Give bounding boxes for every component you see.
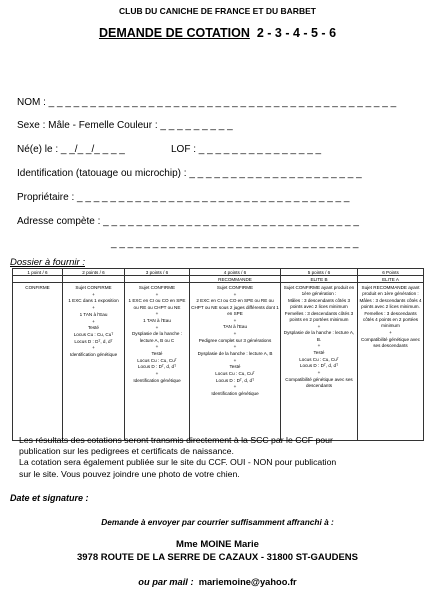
requirement-line: Locus Cu : Cu, Cuᵀ — [299, 356, 339, 362]
requirements-cell — [13, 283, 63, 441]
contact-name: Mme MOINE Marie — [176, 539, 259, 550]
dossier-heading: Dossier à fournir : — [10, 257, 85, 268]
requirement-line: + — [92, 345, 95, 351]
email-link[interactable]: mariemoine@yahoo.fr — [198, 577, 297, 587]
requirement-line: Compatibilité génétique avec ses descendants — [361, 336, 420, 348]
requirement-line: Testé — [88, 325, 99, 331]
requirement-line: 1 EXC dans 1 exposition — [68, 298, 119, 304]
requirement-line: Locus Cu : Cu, Cuᵀ — [137, 357, 177, 363]
requirement-line: + — [92, 318, 95, 324]
points-cell: 2 points / 6 — [63, 269, 125, 276]
page-title — [0, 26, 435, 40]
mail-label: ou par mail : — [138, 577, 194, 587]
points-cell: 3 points / 6 — [125, 269, 190, 276]
requirement-line: Identification génétique — [211, 391, 259, 397]
requirement-line: + — [155, 371, 159, 377]
requirement-line: Locus D : Dᵀ, d, dᵀ — [74, 338, 113, 344]
category-cell: ELITE B — [281, 276, 358, 283]
requirements-row — [13, 283, 424, 441]
requirement-line: Sujet RECOMMANDE ayant produit en 1ère génération : — [361, 285, 420, 297]
requirement-line: Sujet CONFIRME ayant produit en 1ère génération : — [283, 285, 355, 297]
title-numbers: 2 - 3 - 4 - 5 - 6 — [256, 26, 337, 40]
requirement-line: + — [155, 324, 159, 330]
requirement-line: Mâles : 3 descendants côtés 3 points avec 2 lices minimum — [287, 297, 351, 310]
requirement-line: 2 EXC en CI ou CO en SPE ou RE ou CHPT ou NE sous 2 juges différents dont 1 en SPE — [191, 298, 279, 316]
requirement-line: Locus D : Dᵀ, d, dᵀ — [215, 377, 255, 383]
requirement-line: Dysplasie de la hanche : lecture A, B — [197, 350, 273, 356]
requirement-line: + — [317, 370, 321, 376]
category-cell: ELITE A — [358, 276, 424, 283]
requirement-line: 1 TAN à l'Eau — [79, 311, 108, 317]
points-cell: 1 point / 6 — [13, 269, 63, 276]
requirement-line: Sujet CONFIRME — [75, 285, 112, 291]
contact-mail — [0, 577, 435, 587]
adresse-line-2[interactable]: _ _ _ _ _ _ _ _ _ _ _ _ _ _ _ _ _ _ _ _ _ _ _ _ _ _ _ _ _ _ — [111, 238, 359, 249]
requirements-cell — [63, 283, 125, 441]
requirement-line: + — [92, 305, 95, 311]
requirement-line: TAN à l'Eau — [222, 324, 248, 330]
requirement-line: + — [233, 291, 237, 297]
requirement-line: Compatibilité génétique avec ses descendants — [285, 376, 353, 388]
requirements-cell — [358, 283, 424, 441]
requirement-line: Locus Cu : Cu, Cuᵀ — [73, 331, 114, 337]
proprietaire-field[interactable]: Propriétaire : _ _ _ _ _ _ _ _ _ _ _ _ _ _ _ _ _ _ _ _ _ _ _ _ _ _ _ _ _ _ _ _ _ — [17, 192, 350, 203]
requirement-line: Mâles : 3 descendants côtés 4 points avec 2 lices minimum. — [359, 297, 422, 310]
requirement-line: Identification génétique — [69, 351, 118, 357]
lof-field[interactable]: LOF : _ _ _ _ _ _ _ _ _ _ _ _ _ _ _ — [171, 144, 322, 155]
requirements-cell — [125, 283, 190, 441]
info-line: La cotation sera également publiée sur le site du CCF. OUI - NON pour publication — [19, 457, 337, 468]
requirement-line: 1 EXC en CI ou CO en SPE ou RE ou CHPT ou NE — [128, 298, 186, 310]
requirement-line: Identification génétique — [133, 377, 181, 383]
requirement-line: Testé — [313, 349, 325, 355]
cotation-table — [12, 268, 424, 441]
info-line: publication sur les pedigrees et certificats de naissance. — [19, 446, 234, 457]
requirement-line: Testé — [229, 364, 241, 370]
requirements-cell — [190, 283, 281, 441]
identification-field[interactable]: Identification (tatouage ou microchip) : _ _ _ _ _ _ _ _ _ _ _ _ _ _ _ _ _ _ _ _ _ — [17, 168, 362, 179]
info-line: sur le site. Vous pouvez joindre une photo de votre chien. — [19, 468, 240, 479]
category-cell — [125, 276, 190, 283]
ne-le-field[interactable]: Né(e) le : _ _/_ _/_ _ _ _ — [17, 144, 125, 155]
requirement-line: Dysplasie de la hanche : lecture A, B. — [283, 330, 355, 342]
requirement-line: CONFIRME — [25, 285, 50, 291]
points-cell: 6 Points — [358, 269, 424, 276]
requirement-line: + — [155, 311, 159, 317]
requirement-line: + — [317, 323, 321, 329]
requirement-line: Sujet CONFIRME — [216, 285, 254, 291]
nom-field[interactable]: NOM : _ _ _ _ _ _ _ _ _ _ _ _ _ _ _ _ _ _ _ _ _ _ _ _ _ _ _ _ _ _ _ _ _ _ _ _ _ _ _ _ _ _ — [17, 97, 397, 108]
requirement-line: + — [155, 291, 159, 297]
requirement-line: Locus Cu : Cu, Cuᵀ — [215, 371, 255, 377]
requirements-cell — [281, 283, 358, 441]
requirement-line: + — [317, 343, 321, 349]
requirement-line: + — [233, 317, 237, 323]
points-cell: 5 points / 6 — [281, 269, 358, 276]
sexe-couleur-field[interactable]: Sexe : Mâle - Femelle Couleur : _ _ _ _ _ _ _ _ _ — [17, 120, 233, 131]
info-paragraph — [19, 435, 424, 480]
requirement-line: Femelles : 3 descendants côtés 3 points en 2 portées minimum — [284, 310, 354, 323]
contact-address: 3978 ROUTE DE LA SERRE DE CAZAUX - 31800 ST-GAUDENS — [76, 552, 359, 563]
requirement-line: Sujet CONFIRME — [138, 285, 176, 291]
requirement-line: Locus D : Dᵀ, d, dᵀ — [137, 364, 177, 370]
points-row — [13, 269, 424, 276]
requirement-line: + — [233, 344, 237, 350]
category-cell — [63, 276, 125, 283]
send-instructions: Demande à envoyer par courrier suffisamment affranchi à : — [101, 517, 334, 527]
club-name: CLUB DU CANICHE DE FRANCE ET DU BARBET — [119, 6, 316, 16]
requirement-line: + — [233, 384, 237, 390]
requirement-line: Dysplasie de la hanche : lecture A, B ou C — [131, 331, 183, 343]
requirement-line: + — [92, 291, 95, 297]
requirement-line: 1 TAN à l'Eau — [143, 318, 171, 324]
category-cell: RECOMMANDE — [190, 276, 281, 283]
title-text: DEMANDE DE COTATION — [98, 26, 250, 40]
date-signature: Date et signature : — [10, 493, 89, 503]
requirement-line: Pedigree complet sur 3 générations — [198, 337, 272, 343]
requirement-line: + — [233, 357, 237, 363]
adresse-field[interactable]: Adresse compète : _ _ _ _ _ _ _ _ _ _ _ _ _ _ _ _ _ _ _ _ _ _ _ _ _ _ _ _ _ _ _ — [17, 216, 359, 227]
requirement-line: + — [233, 330, 237, 336]
category-row — [13, 276, 424, 283]
requirement-line: Femelles : 3 descendants côtés 4 points en 2 portées minimum — [362, 310, 419, 329]
points-cell: 4 points / 6 — [190, 269, 281, 276]
info-line: Les résultats des cotations seront transmis directement à la SCC par le CCF pour — [19, 435, 333, 445]
category-cell — [13, 276, 63, 283]
requirement-line: Locus D : Dᵀ, d, dᵀ — [299, 363, 339, 369]
requirement-line: + — [155, 344, 159, 350]
requirement-line: + — [389, 329, 392, 335]
requirement-line: Testé — [151, 350, 163, 356]
